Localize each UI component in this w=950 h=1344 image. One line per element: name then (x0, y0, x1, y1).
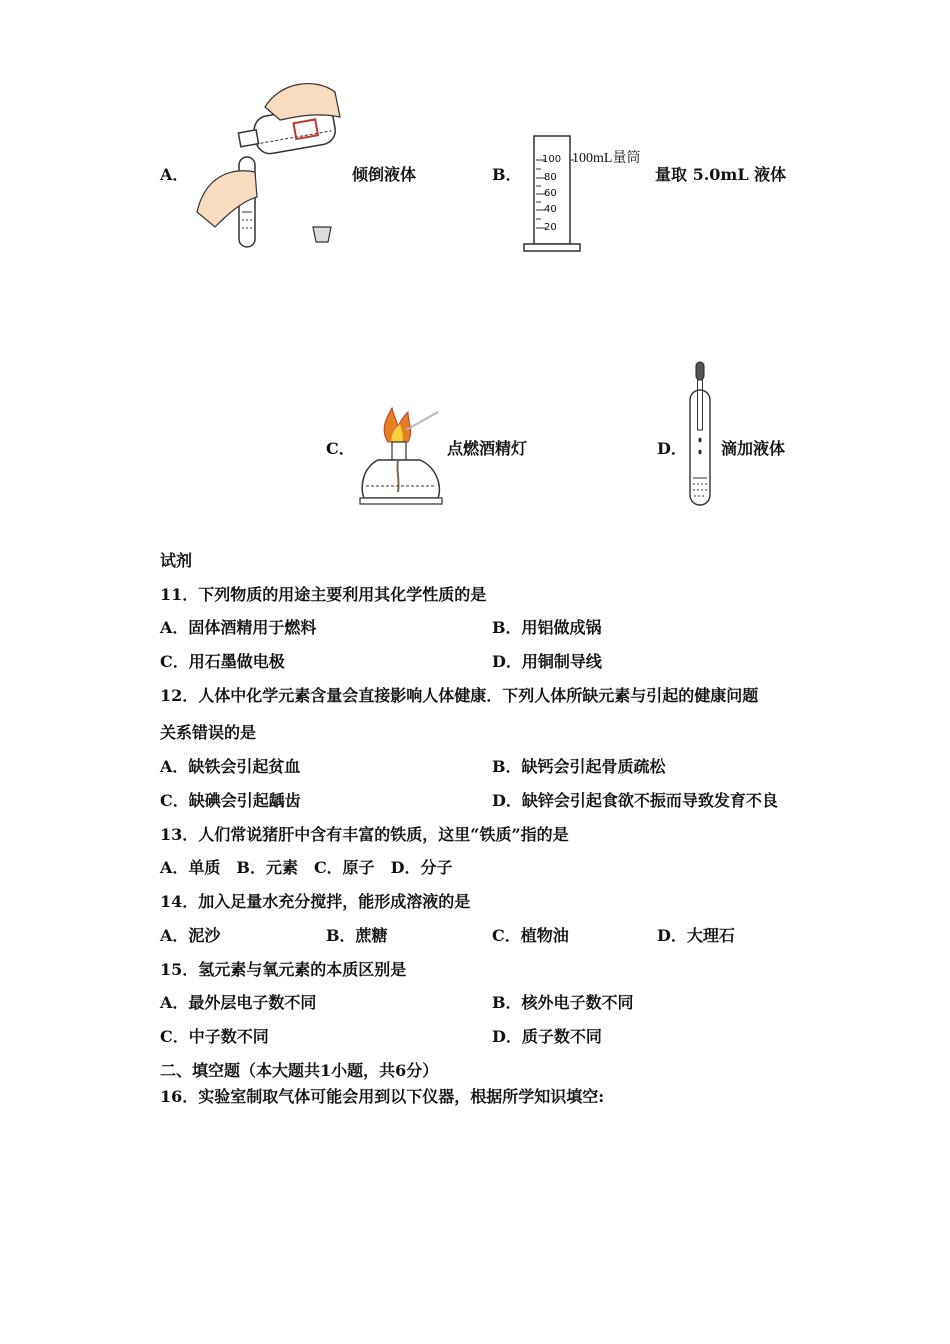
cylinder-tick-20: 20 (544, 222, 557, 233)
q14-stem: 14．加入足量水充分搅拌，能形成溶液的是 (160, 892, 471, 911)
q11-option-c: C．用石墨做电极 (160, 652, 285, 671)
q11-option-b: B．用铝做成锅 (492, 618, 602, 637)
q11-stem: 11．下列物质的用途主要利用其化学性质的是 (160, 585, 487, 604)
q12-option-d: D．缺锌会引起食欲不振而导致发育不良 (492, 791, 778, 810)
figure-d-caption: 滴加液体 (721, 439, 786, 458)
figure-a-caption: 倾倒液体 (352, 165, 417, 184)
figure-b-letter: B． (492, 165, 522, 184)
q13-stem: 13．人们常说猪肝中含有丰富的铁质，这里“铁质”指的是 (160, 825, 569, 844)
q15-option-c: C．中子数不同 (160, 1027, 269, 1046)
figure-c-caption: 点燃酒精灯 (447, 439, 528, 458)
q14-option-c: C．植物油 (492, 926, 569, 945)
q15-option-d: D．质子数不同 (492, 1027, 602, 1046)
figure-a-letter: A． (160, 165, 189, 184)
q12-option-c: C．缺碘会引起龋齿 (160, 791, 301, 810)
q15-stem: 15．氢元素与氧元素的本质区别是 (160, 960, 407, 979)
reagent-line: 试剂 (160, 551, 193, 570)
cylinder-tick-60: 60 (544, 188, 557, 199)
q13-options: A．单质 B．元素 C．原子 D．分子 (160, 858, 453, 877)
q15-option-a: A．最外层电子数不同 (160, 993, 317, 1012)
q11-option-a: A．固体酒精用于燃料 (160, 618, 317, 637)
q14-option-d: D．大理石 (657, 926, 735, 945)
cylinder-tick-40: 40 (544, 204, 557, 215)
q12-stem: 12．人体中化学元素含量会直接影响人体健康．下列人体所缺元素与引起的健康问题 (160, 686, 759, 705)
cylinder-tick-80: 80 (544, 172, 557, 183)
q14-option-a: A．泥沙 (160, 926, 221, 945)
q12-stem-continued: 关系错误的是 (160, 723, 257, 742)
section-2-heading: 二、填空题（本大题共1小题，共6分） (160, 1061, 439, 1080)
figure-d-letter: D． (657, 439, 687, 458)
figure-b-caption: 量取 5.0mL 液体 (655, 165, 787, 184)
q12-option-a: A．缺铁会引起贫血 (160, 757, 301, 776)
figure-c-letter: C． (326, 439, 355, 458)
q14-option-b: B．蔗糖 (326, 926, 388, 945)
cylinder-tick-100: 100 (542, 154, 562, 165)
figure-a-pouring-image (195, 72, 345, 252)
figure-c-alcohol-lamp-image (358, 400, 448, 510)
q16-stem: 16．实验室制取气体可能会用到以下仪器，根据所学知识填空: (160, 1087, 605, 1106)
q15-option-b: B．核外电子数不同 (492, 993, 634, 1012)
figure-b-cylinder-image (522, 132, 652, 254)
q12-option-b: B．缺钙会引起骨质疏松 (492, 757, 666, 776)
figure-d-dropper-image (688, 360, 712, 510)
cylinder-label: 100mL量筒 (572, 151, 641, 166)
q11-option-d: D．用铜制导线 (492, 652, 602, 671)
